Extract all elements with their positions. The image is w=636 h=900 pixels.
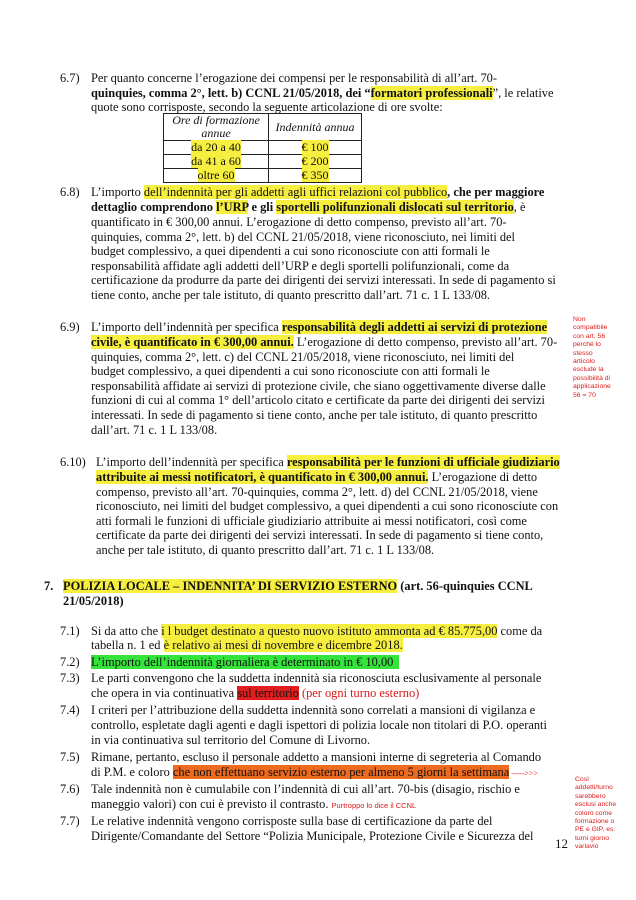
table-cell: € 200	[301, 154, 329, 168]
highlight: sul territorio	[237, 686, 299, 700]
text-line: controllo, espletate dagli agenti e dagli ispettori di polizia locale non titolari di P.O. operanti	[91, 718, 547, 732]
text-line: atti formali le funzioni di ufficiale giudiziario attribuite ai messi notificatori, così come	[96, 514, 527, 528]
section-title: 21/05/2018)	[63, 594, 124, 608]
text-line: civile, è quantificato in € 300,00 annui. L’erogazione di detto compenso, previsto all’art. 70-	[91, 335, 558, 349]
margin-note: Non compatibile con art. 56 perché lo stesso articolo esclude la possibilità di applicazione 56 = 70	[573, 316, 611, 399]
text-line: dettaglio comprendono l’URP e gli sportelli polifunzionali dislocati sul territorio, è	[91, 200, 526, 214]
text-line: dall’art. 71 c. 1 L 133/08.	[91, 423, 218, 437]
table-cell: € 350	[301, 168, 329, 182]
text-line: budget complessivo, a quei dipendenti a cui sono riconosciute con atti formali le	[91, 364, 490, 378]
text-line: L’importo dell’indennità per specifica responsabilità per le funzioni di ufficiale giudiziario	[96, 455, 560, 469]
item-number: 7.3)	[60, 671, 80, 685]
highlight: formatori professionali	[370, 86, 493, 100]
table-cell: da 20 a 40	[191, 140, 241, 154]
item-number: 6.9)	[60, 320, 80, 334]
item-number: 7.4)	[60, 703, 80, 717]
highlight: dell’indennità per gli addetti agli uffici relazioni col pubblico	[143, 185, 448, 199]
section-number: 7.	[44, 579, 54, 593]
text-line	[91, 655, 399, 669]
item-number: 6.8)	[60, 185, 80, 199]
text-line: quinquies, comma 2°, lett. b) del CCNL 21/05/2018, viene riconosciuto, nei limiti del	[91, 230, 515, 244]
item-number: 7.2)	[60, 655, 80, 669]
highlight: i l budget destinato a questo nuovo istituto ammonta ad € 85.775,00	[161, 624, 498, 638]
highlight: POLIZIA LOCALE – INDENNITA’ DI SERVIZIO ESTERNO	[63, 579, 398, 593]
table-cell: da 41 a 60	[191, 154, 241, 168]
table-row	[164, 155, 362, 169]
text-line: budget complessivo, a quei dipendenti a cui sono riconosciute con atti formali le	[91, 244, 490, 258]
text-line: Le parti convengono che la suddetta indennità sia riconosciuta esclusivamente al personale	[91, 671, 542, 685]
text-line: maneggio valori) con cui è previsto il contrasto. Purtroppo lo dice il CCNL	[91, 797, 417, 811]
highlight: sportelli polifunzionali dislocati sul territorio	[276, 200, 514, 214]
item-number: 7.1)	[60, 624, 80, 638]
text-line: quinquies, comma 2°, lett. b) CCNL 21/05/2018, dei “formatori professionali”, le relative	[91, 86, 554, 100]
text-line: tiene conto, anche per tale istituto, di quanto prescritto dall’art. 71 c. 1 L 133/08.	[91, 288, 491, 302]
highlight: responsabilità degli addetti ai servizi di protezione	[281, 320, 548, 334]
text-line: Per quanto concerne l’erogazione dei compensi per le responsabilità di all’art. 70-	[91, 71, 497, 85]
text-line: quantificato in € 300,00 annui. L’erogazione di detto compenso, previsto all’art. 70-	[91, 215, 507, 229]
item-number: 6.7)	[60, 71, 80, 85]
text-line: Le relative indennità vengono corrisposte sulla base di certificazione da parte del	[91, 814, 493, 828]
text-line: riconosciuto, nei limiti del budget complessivo, a quei dipendenti a cui sono riconosciute con	[96, 499, 559, 513]
highlight: l’URP	[216, 200, 249, 214]
text-line: L’importo dell’indennità per gli addetti agli uffici relazioni col pubblico, che per maggiore	[91, 185, 545, 199]
text-line: I criteri per l’attribuzione della suddetta indennità sono correlati a mansioni di vigilanza e	[91, 703, 536, 717]
text-line: certificate da parte dei dirigenti dei servizi interessati. In sede di pagamento si tiene conto,	[96, 528, 544, 542]
page-number: 12	[555, 836, 568, 851]
text-line: Dirigente/Comandante del Settore “Polizia Municipale, Protezione Civile e Sicurezza del	[91, 829, 534, 843]
table-row	[164, 169, 362, 183]
table-header: Indennità annua	[269, 114, 362, 141]
text-line: quote sono corrisposte, secondo la seguente articolazione di ore svolte:	[91, 100, 443, 114]
margin-note: Così addetti/turno sarebbero esclusi anche coloro come formazione o PE e GIP, es. turni giorno varlavio	[575, 776, 617, 851]
table-header-row	[164, 114, 362, 141]
table-cell: € 100	[301, 140, 329, 154]
text-line: interessati. In sede di pagamento si tiene conto, anche per tale istituto, di quanto prescritto	[91, 408, 538, 422]
text-line: anche per tale istituto, di quanto prescritto dall’art. 71 c. 1 L 133/08.	[96, 543, 435, 557]
item-number: 7.6)	[60, 782, 80, 796]
table-header: Ore di formazione annue	[164, 114, 269, 141]
text-line: tabella n. 1 ed è relativo ai mesi di novembre e dicembre 2018.	[91, 638, 403, 652]
table-cell: oltre 60	[197, 168, 235, 182]
text-line: certificazione da produrre da parte dei dirigenti dei servizi interessati. In sede di pagamento si	[91, 273, 556, 287]
text-line: responsabilità affidate ai servizi di protezione civile, che siano oggettivamente diverse dalle	[91, 379, 546, 393]
text-line: che opera in via continuativa sul territorio (per ogni turno esterno)	[91, 686, 420, 700]
text-line: compenso, previsto all’art. 70-quinquies, comma 2°, lett. d) del CCNL 21/05/2018, viene	[96, 485, 538, 499]
text-line: L’importo dell’indennità per specifica responsabilità degli addetti ai servizi di protezione	[91, 320, 548, 334]
text-line: Tale indennità non è cumulabile con l’indennità di cui all’art. 70-bis (disagio, rischio e	[91, 782, 520, 796]
highlight: responsabilità per le funzioni di ufficiale giudiziario	[286, 455, 560, 469]
table-row	[164, 141, 362, 155]
text-line: attribuite ai messi notificatori, è quantificato in € 300,00 annui. L’erogazione di detto	[96, 470, 538, 484]
section-title: POLIZIA LOCALE – INDENNITA’ DI SERVIZIO ESTERNO (art. 56-quinquies CCNL	[63, 579, 533, 593]
text-line: Rimane, pertanto, escluso il personale addetto a mansioni interne di segreteria al Comando	[91, 750, 542, 764]
text-line: quinquies, comma 2°, lett. c) del CCNL 21/05/2018, viene riconosciuto, nei limiti del	[91, 350, 515, 364]
text-line: responsabilità affidate agli addetti dell’URP e degli sportelli polifunzionali, come da	[91, 259, 510, 273]
training-hours-table	[163, 113, 362, 183]
item-number: 6.10)	[60, 455, 86, 469]
text-line: Si da atto che i l budget destinato a questo nuovo istituto ammonta ad € 85.775,00 come da	[91, 624, 543, 638]
highlight: che non effettuano servizio esterno per almeno 5 giorni la settimana	[172, 765, 510, 779]
text-line: in via continuativa sul territorio del Comune di Livorno.	[91, 733, 371, 747]
item-number: 7.7)	[60, 814, 80, 828]
highlight: civile, è quantificato in € 300,00 annui.	[91, 335, 294, 349]
highlight: è relativo ai mesi di novembre e dicembre 2018.	[163, 638, 403, 652]
highlight: attribuite ai messi notificatori, è quantificato in € 300,00 annui.	[96, 470, 429, 484]
highlight: L’importo dell’indennità giornaliera è determinato in € 10,00	[91, 655, 399, 669]
text-line: funzioni di cui al comma 1° dell’articolo citato e certificate da parte dei dirigenti dei servizi	[91, 393, 545, 407]
item-number: 7.5)	[60, 750, 80, 764]
text-line: di P.M. e coloro che non effettuano servizio esterno per almeno 5 giorni la settimana ----->>>	[91, 765, 539, 779]
